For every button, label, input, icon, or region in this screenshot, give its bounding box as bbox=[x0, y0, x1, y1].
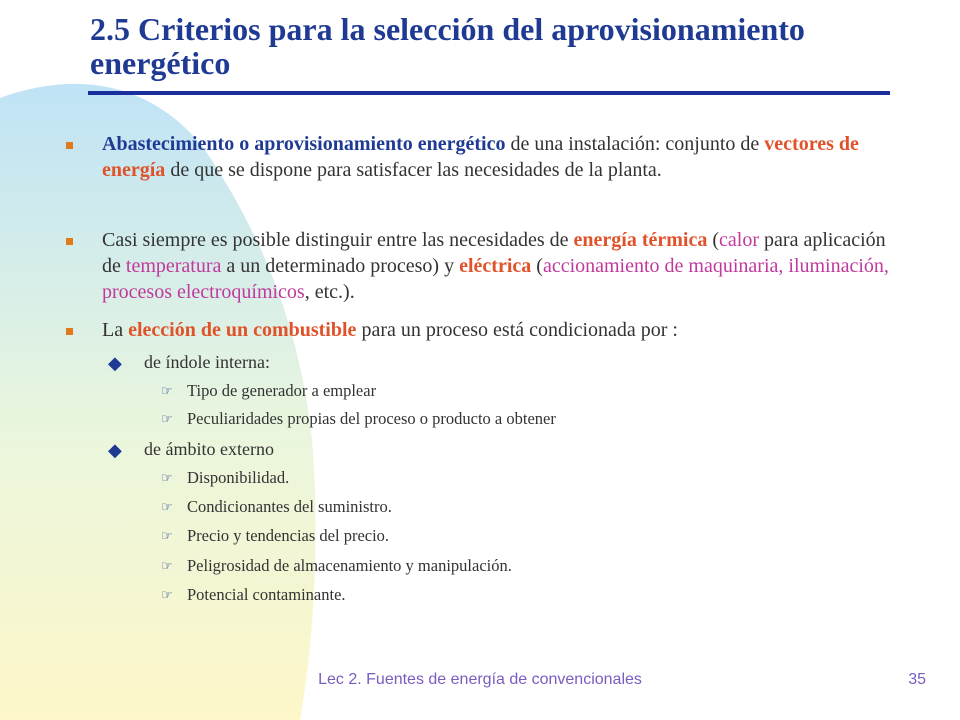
square-bullet-icon bbox=[66, 142, 73, 149]
bullet-text: de una instalación: conjunto de bbox=[505, 133, 765, 155]
pointing-hand-icon: ☞ bbox=[161, 384, 173, 399]
bullet-text: para un proceso está condicionada por : bbox=[356, 319, 678, 341]
bullet-text: para aplicación de bbox=[102, 229, 886, 277]
item-generador bbox=[60, 380, 900, 402]
item-text: Disponibilidad. bbox=[187, 468, 290, 487]
item-text: Peculiaridades propias del proceso o producto a obtener bbox=[187, 409, 556, 428]
item-precio bbox=[60, 525, 900, 547]
keyword-accionamiento: accionamiento de maquinaria, iluminación, procesos electroquímicos bbox=[102, 255, 889, 303]
bullet-text: La bbox=[102, 319, 129, 341]
keyword-electrica: eléctrica bbox=[459, 255, 532, 277]
bullet-text: Casi siempre es posible distinguir entre las necesidades de bbox=[102, 229, 574, 251]
square-bullet-icon bbox=[66, 238, 73, 245]
bullet-text: ( bbox=[707, 229, 720, 251]
item-text: Tipo de generador a emplear bbox=[187, 381, 377, 400]
bullet-eleccion bbox=[60, 317, 900, 343]
item-text: Condicionantes del suministro. bbox=[187, 497, 392, 516]
bullet-text: de que se dispone para satisfacer las necesidades de la planta. bbox=[165, 159, 662, 181]
slide-footer: Lec 2. Fuentes de energía de convencionales bbox=[318, 671, 642, 688]
item-contaminante bbox=[60, 584, 900, 606]
pointing-hand-icon: ☞ bbox=[161, 412, 173, 427]
sub-bullet-label: de índole interna: bbox=[144, 352, 270, 372]
item-text: Potencial contaminante. bbox=[187, 585, 346, 604]
keyword-calor: calor bbox=[719, 229, 760, 251]
keyword-energia-termica: energía térmica bbox=[573, 229, 708, 251]
item-text: Precio y tendencias del precio. bbox=[187, 526, 390, 545]
bullet-abastecimiento bbox=[60, 131, 900, 183]
sub-bullet-interna bbox=[60, 350, 900, 374]
keyword-abastecimiento: Abastecimiento o aprovisionamiento energético bbox=[102, 133, 506, 155]
pointing-hand-icon: ☞ bbox=[161, 559, 173, 574]
item-disponibilidad bbox=[60, 467, 900, 489]
keyword-eleccion-combustible: elección de un combustible bbox=[128, 319, 357, 341]
square-bullet-icon bbox=[66, 328, 73, 335]
slide-title: 2.5 Criterios para la selección del aprovisionamiento energético bbox=[90, 11, 805, 81]
sub-bullet-externa bbox=[60, 437, 900, 461]
item-condicionantes bbox=[60, 496, 900, 518]
bullet-text: ( bbox=[531, 255, 543, 277]
diamond-bullet-icon: ◆ bbox=[108, 440, 122, 461]
keyword-vectores: vectores de energía bbox=[102, 133, 859, 181]
pointing-hand-icon: ☞ bbox=[161, 500, 173, 515]
item-peculiaridades bbox=[60, 408, 900, 430]
bullet-text: a un determinado proceso) y bbox=[221, 255, 460, 277]
sub-bullet-label: de ámbito externo bbox=[144, 439, 274, 459]
diamond-bullet-icon: ◆ bbox=[108, 353, 122, 374]
item-text: Peligrosidad de almacenamiento y manipulación. bbox=[187, 556, 512, 575]
page-number: 35 bbox=[908, 671, 926, 688]
pointing-hand-icon: ☞ bbox=[161, 588, 173, 603]
item-peligrosidad bbox=[60, 555, 900, 577]
pointing-hand-icon: ☞ bbox=[161, 471, 173, 486]
pointing-hand-icon: ☞ bbox=[161, 529, 173, 544]
bullet-text: , etc.). bbox=[304, 281, 355, 303]
keyword-temperatura: temperatura bbox=[125, 255, 222, 277]
bullet-necesidades bbox=[60, 227, 900, 305]
